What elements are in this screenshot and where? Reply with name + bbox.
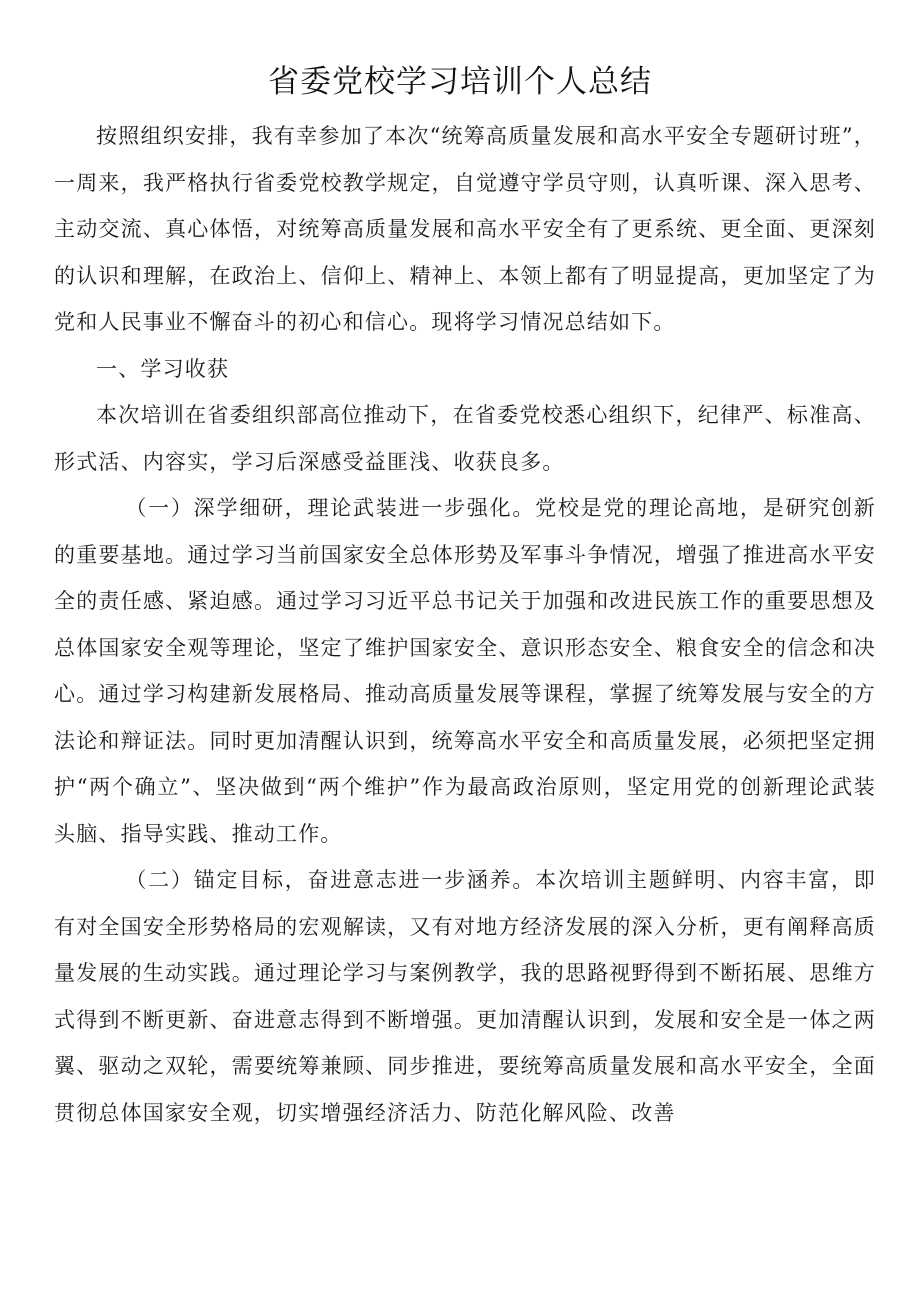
- intro-paragraph: 按照组织安排，我有幸参加了本次“统筹高质量发展和高水平安全专题研讨班”，一周来，我严格执行省委党校教学规定，自觉遵守学员守则，认真听课、深入思考、主动交流、真心体悟，对统筹高质量发展和高水平安全有了更系统、更全面、更深刻的认识和理解，在政治上、信仰上、精神上、本领上都有了明显提高，更加坚定了为党和人民事业不懈奋斗的初心和信心。现将学习情况总结如下。: [54, 124, 876, 334]
- document-title: 省委党校学习培训个人总结: [268, 64, 652, 100]
- subsection-1-paragraph: （一）深学细研，理论武装进一步强化。党校是党的理论高地，是研究创新的重要基地。通过学习当前国家安全总体形势及军事斗争情况，增强了推进高水平安全的责任感、紧迫感。通过学习习近平总书记关于加强和改进民族工作的重要思想及总体国家安全观等理论，坚定了维护国家安全、意识形态安全、粮食安全的信念和决心。通过学习构建新发展格局、推动高质量发展等课程，掌握了统筹发展与安全的方法论和辩证法。同时更加清醒认识到，统筹高水平安全和高质量发展，必须把坚定拥护“两个确立”、坚决做到“两个维护”作为最高政治原则，坚定用党的创新理论武装头脑、指导实践、推动工作。: [54, 496, 876, 846]
- subsection-2-paragraph: （二）锚定目标，奋进意志进一步涵养。本次培训主题鲜明、内容丰富，即有对全国安全形势格局的宏观解读，又有对地方经济发展的深入分析，更有阐释高质量发展的生动实践。通过理论学习与案例教学，我的思路视野得到不断拓展、思维方式得到不断更新、奋进意志得到不断增强。更加清醒认识到，发展和安全是一体之两翼、驱动之双轮，需要统筹兼顾、同步推进，要统筹高质量发展和高水平安全，全面贯彻总体国家安全观，切实增强经济活力、防范化解风险、改善: [54, 868, 876, 1125]
- document-body: [54, 113, 876, 1136]
- section-intro-paragraph: 本次培训在省委组织部高位推动下，在省委党校悉心组织下，纪律严、标准高、形式活、内容实，学习后深感受益匪浅、收获良多。: [54, 403, 876, 474]
- section-heading-learning-gains: 一、学习收获: [96, 356, 230, 381]
